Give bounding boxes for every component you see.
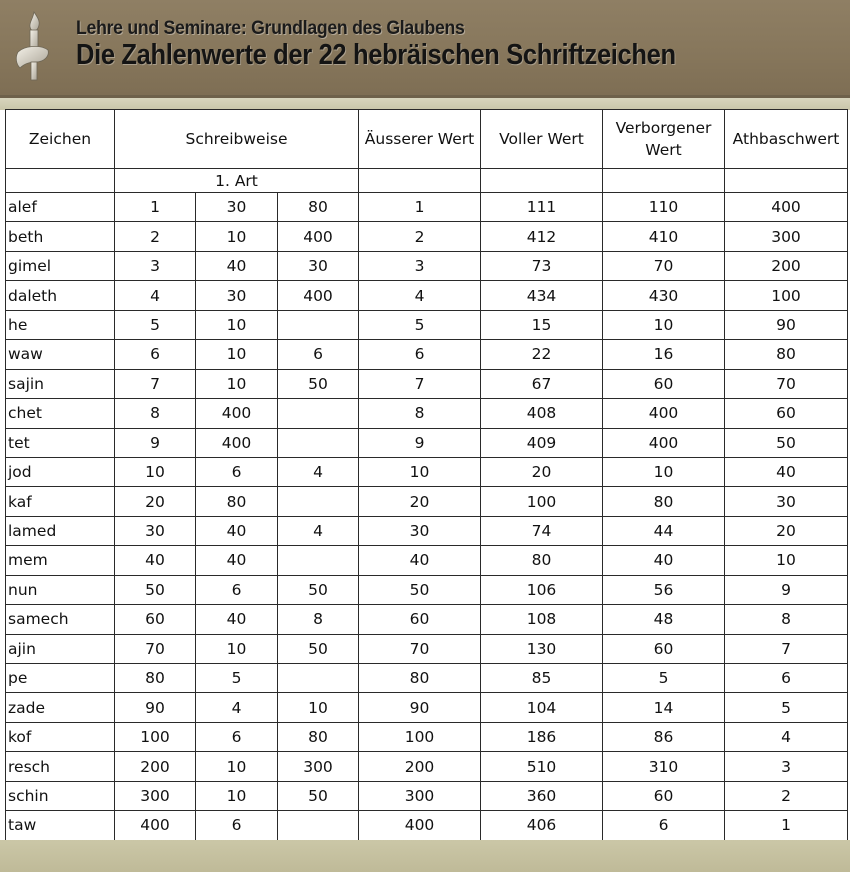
cell-verborgener-wert: 60 (603, 781, 725, 810)
table-body (6, 193, 848, 841)
cell-aeusserer-wert: 50 (359, 575, 481, 604)
cell-athbaschwert: 30 (725, 487, 848, 516)
cell-schreibweise-3 (278, 310, 359, 339)
cell-athbaschwert: 100 (725, 281, 848, 310)
cell-athbaschwert: 50 (725, 428, 848, 457)
cell-athbaschwert: 40 (725, 457, 848, 486)
cell-voller-wert: 80 (481, 546, 603, 575)
cell-athbaschwert: 9 (725, 575, 848, 604)
cell-zeichen: jod (6, 457, 115, 486)
cell-athbaschwert: 3 (725, 752, 848, 781)
cell-schreibweise-1: 1 (115, 193, 196, 222)
values-table-container (5, 109, 847, 839)
cell-schreibweise-1: 2 (115, 222, 196, 251)
cell-schreibweise-3 (278, 811, 359, 840)
cell-athbaschwert: 4 (725, 722, 848, 751)
cell-schreibweise-3: 30 (278, 251, 359, 280)
cell-schreibweise-1: 6 (115, 340, 196, 369)
torch-hand-icon (10, 8, 56, 86)
cell-athbaschwert: 8 (725, 605, 848, 634)
cell-schreibweise-3: 300 (278, 752, 359, 781)
table-row (6, 693, 848, 722)
cell-verborgener-wert: 80 (603, 487, 725, 516)
cell-athbaschwert: 300 (725, 222, 848, 251)
cell-voller-wert: 186 (481, 722, 603, 751)
cell-aeusserer-wert: 9 (359, 428, 481, 457)
cell-voller-wert: 104 (481, 693, 603, 722)
cell-aeusserer-wert: 30 (359, 516, 481, 545)
table-row (6, 546, 848, 575)
cell-schreibweise-1: 300 (115, 781, 196, 810)
cell-voller-wert: 74 (481, 516, 603, 545)
cell-voller-wert: 360 (481, 781, 603, 810)
cell-schreibweise-2: 6 (196, 457, 278, 486)
table-row (6, 281, 848, 310)
cell-schreibweise-3: 50 (278, 781, 359, 810)
cell-zeichen: ajin (6, 634, 115, 663)
cell-schreibweise-1: 40 (115, 546, 196, 575)
table-row (6, 487, 848, 516)
cell-schreibweise-3: 80 (278, 722, 359, 751)
cell-verborgener-wert: 10 (603, 310, 725, 339)
cell-voller-wert: 408 (481, 399, 603, 428)
subheader-empty (481, 169, 603, 193)
cell-schreibweise-2: 4 (196, 693, 278, 722)
cell-verborgener-wert: 86 (603, 722, 725, 751)
table-row (6, 310, 848, 339)
cell-schreibweise-3: 4 (278, 516, 359, 545)
cell-schreibweise-2: 30 (196, 281, 278, 310)
table-row (6, 575, 848, 604)
table-row (6, 811, 848, 840)
cell-aeusserer-wert: 5 (359, 310, 481, 339)
cell-verborgener-wert: 400 (603, 428, 725, 457)
cell-athbaschwert: 400 (725, 193, 848, 222)
table-row (6, 369, 848, 398)
column-header-zeichen: Zeichen (6, 110, 115, 169)
cell-verborgener-wert: 5 (603, 664, 725, 693)
column-header-schreibweise: Schreibweise (115, 110, 359, 169)
cell-schreibweise-1: 80 (115, 664, 196, 693)
column-header-aeusserer-wert: Äusserer Wert (359, 110, 481, 169)
cell-schreibweise-3: 80 (278, 193, 359, 222)
cell-zeichen: kof (6, 722, 115, 751)
cell-athbaschwert: 5 (725, 693, 848, 722)
cell-schreibweise-3: 400 (278, 222, 359, 251)
page-footer-band (0, 840, 850, 872)
cell-aeusserer-wert: 6 (359, 340, 481, 369)
column-header-athbaschwert: Athbaschwert (725, 110, 848, 169)
cell-schreibweise-2: 5 (196, 664, 278, 693)
cell-schreibweise-1: 10 (115, 457, 196, 486)
table-row (6, 399, 848, 428)
cell-verborgener-wert: 60 (603, 634, 725, 663)
cell-schreibweise-1: 30 (115, 516, 196, 545)
cell-zeichen: alef (6, 193, 115, 222)
cell-zeichen: kaf (6, 487, 115, 516)
cell-schreibweise-2: 6 (196, 575, 278, 604)
cell-schreibweise-2: 10 (196, 310, 278, 339)
values-table (5, 109, 848, 841)
cell-schreibweise-2: 6 (196, 722, 278, 751)
cell-schreibweise-1: 3 (115, 251, 196, 280)
cell-athbaschwert: 60 (725, 399, 848, 428)
page-header (0, 0, 850, 95)
cell-zeichen: daleth (6, 281, 115, 310)
cell-verborgener-wert: 10 (603, 457, 725, 486)
cell-zeichen: waw (6, 340, 115, 369)
cell-athbaschwert: 200 (725, 251, 848, 280)
cell-schreibweise-2: 10 (196, 369, 278, 398)
cell-zeichen: he (6, 310, 115, 339)
cell-aeusserer-wert: 1 (359, 193, 481, 222)
table-row (6, 428, 848, 457)
cell-aeusserer-wert: 8 (359, 399, 481, 428)
cell-verborgener-wert: 400 (603, 399, 725, 428)
page-subtitle: Lehre und Seminare: Grundlagen des Glaubens (76, 18, 465, 39)
cell-aeusserer-wert: 40 (359, 546, 481, 575)
subheader-empty (6, 169, 115, 193)
cell-voller-wert: 111 (481, 193, 603, 222)
cell-zeichen: lamed (6, 516, 115, 545)
cell-aeusserer-wert: 300 (359, 781, 481, 810)
cell-schreibweise-1: 400 (115, 811, 196, 840)
cell-verborgener-wert: 430 (603, 281, 725, 310)
cell-voller-wert: 106 (481, 575, 603, 604)
cell-schreibweise-1: 20 (115, 487, 196, 516)
cell-verborgener-wert: 60 (603, 369, 725, 398)
cell-voller-wert: 73 (481, 251, 603, 280)
cell-voller-wert: 130 (481, 634, 603, 663)
cell-schreibweise-2: 40 (196, 516, 278, 545)
table-row (6, 752, 848, 781)
table-row (6, 781, 848, 810)
cell-verborgener-wert: 48 (603, 605, 725, 634)
table-row (6, 722, 848, 751)
cell-aeusserer-wert: 4 (359, 281, 481, 310)
cell-zeichen: tet (6, 428, 115, 457)
cell-schreibweise-2: 40 (196, 546, 278, 575)
cell-schreibweise-1: 9 (115, 428, 196, 457)
cell-athbaschwert: 1 (725, 811, 848, 840)
cell-schreibweise-1: 70 (115, 634, 196, 663)
cell-schreibweise-2: 40 (196, 605, 278, 634)
column-header-verborgener-wert: Verborgener Wert (603, 110, 725, 169)
cell-voller-wert: 434 (481, 281, 603, 310)
cell-schreibweise-3: 50 (278, 634, 359, 663)
cell-schreibweise-3: 8 (278, 605, 359, 634)
cell-schreibweise-2: 10 (196, 222, 278, 251)
cell-verborgener-wert: 6 (603, 811, 725, 840)
subheader-empty (603, 169, 725, 193)
cell-zeichen: mem (6, 546, 115, 575)
cell-verborgener-wert: 40 (603, 546, 725, 575)
cell-voller-wert: 22 (481, 340, 603, 369)
cell-zeichen: zade (6, 693, 115, 722)
cell-zeichen: taw (6, 811, 115, 840)
cell-athbaschwert: 20 (725, 516, 848, 545)
cell-schreibweise-3: 400 (278, 281, 359, 310)
cell-voller-wert: 412 (481, 222, 603, 251)
cell-aeusserer-wert: 7 (359, 369, 481, 398)
cell-athbaschwert: 10 (725, 546, 848, 575)
cell-aeusserer-wert: 20 (359, 487, 481, 516)
cell-aeusserer-wert: 60 (359, 605, 481, 634)
cell-aeusserer-wert: 200 (359, 752, 481, 781)
subheader-empty (725, 169, 848, 193)
column-header-voller-wert: Voller Wert (481, 110, 603, 169)
cell-schreibweise-3: 10 (278, 693, 359, 722)
cell-schreibweise-2: 80 (196, 487, 278, 516)
table-row (6, 516, 848, 545)
cell-voller-wert: 20 (481, 457, 603, 486)
cell-schreibweise-2: 10 (196, 781, 278, 810)
cell-verborgener-wert: 16 (603, 340, 725, 369)
cell-schreibweise-1: 100 (115, 722, 196, 751)
cell-athbaschwert: 90 (725, 310, 848, 339)
cell-zeichen: nun (6, 575, 115, 604)
cell-athbaschwert: 2 (725, 781, 848, 810)
table-row (6, 340, 848, 369)
page-title: Die Zahlenwerte der 22 hebräischen Schriftzeichen (76, 39, 676, 71)
cell-zeichen: samech (6, 605, 115, 634)
cell-schreibweise-3: 6 (278, 340, 359, 369)
cell-schreibweise-1: 50 (115, 575, 196, 604)
cell-schreibweise-3 (278, 546, 359, 575)
cell-schreibweise-1: 60 (115, 605, 196, 634)
cell-voller-wert: 510 (481, 752, 603, 781)
cell-verborgener-wert: 14 (603, 693, 725, 722)
cell-voller-wert: 15 (481, 310, 603, 339)
cell-schreibweise-3 (278, 487, 359, 516)
cell-schreibweise-1: 8 (115, 399, 196, 428)
table-row (6, 605, 848, 634)
cell-verborgener-wert: 110 (603, 193, 725, 222)
cell-schreibweise-3: 50 (278, 575, 359, 604)
cell-athbaschwert: 70 (725, 369, 848, 398)
cell-schreibweise-3: 50 (278, 369, 359, 398)
cell-verborgener-wert: 56 (603, 575, 725, 604)
cell-aeusserer-wert: 70 (359, 634, 481, 663)
cell-zeichen: schin (6, 781, 115, 810)
cell-voller-wert: 100 (481, 487, 603, 516)
cell-voller-wert: 85 (481, 664, 603, 693)
cell-aeusserer-wert: 90 (359, 693, 481, 722)
table-row (6, 193, 848, 222)
cell-zeichen: beth (6, 222, 115, 251)
cell-schreibweise-1: 200 (115, 752, 196, 781)
table-row (6, 222, 848, 251)
cell-schreibweise-1: 4 (115, 281, 196, 310)
table-row (6, 634, 848, 663)
cell-voller-wert: 406 (481, 811, 603, 840)
cell-zeichen: chet (6, 399, 115, 428)
cell-aeusserer-wert: 80 (359, 664, 481, 693)
cell-schreibweise-2: 6 (196, 811, 278, 840)
table-row (6, 251, 848, 280)
cell-zeichen: sajin (6, 369, 115, 398)
cell-schreibweise-1: 90 (115, 693, 196, 722)
cell-schreibweise-3: 4 (278, 457, 359, 486)
cell-schreibweise-2: 10 (196, 340, 278, 369)
cell-verborgener-wert: 410 (603, 222, 725, 251)
subheader-art: 1. Art (115, 169, 359, 193)
cell-aeusserer-wert: 100 (359, 722, 481, 751)
cell-aeusserer-wert: 400 (359, 811, 481, 840)
subheader-empty (359, 169, 481, 193)
cell-schreibweise-2: 400 (196, 428, 278, 457)
cell-aeusserer-wert: 3 (359, 251, 481, 280)
cell-athbaschwert: 7 (725, 634, 848, 663)
cell-schreibweise-3 (278, 664, 359, 693)
cell-schreibweise-2: 400 (196, 399, 278, 428)
cell-schreibweise-2: 10 (196, 634, 278, 663)
cell-schreibweise-2: 10 (196, 752, 278, 781)
cell-schreibweise-1: 7 (115, 369, 196, 398)
cell-verborgener-wert: 310 (603, 752, 725, 781)
cell-schreibweise-3 (278, 428, 359, 457)
cell-zeichen: pe (6, 664, 115, 693)
cell-athbaschwert: 6 (725, 664, 848, 693)
cell-zeichen: gimel (6, 251, 115, 280)
cell-voller-wert: 409 (481, 428, 603, 457)
cell-athbaschwert: 80 (725, 340, 848, 369)
cell-schreibweise-2: 30 (196, 193, 278, 222)
cell-voller-wert: 67 (481, 369, 603, 398)
cell-verborgener-wert: 44 (603, 516, 725, 545)
table-row (6, 457, 848, 486)
table-row (6, 664, 848, 693)
cell-verborgener-wert: 70 (603, 251, 725, 280)
cell-aeusserer-wert: 2 (359, 222, 481, 251)
cell-schreibweise-1: 5 (115, 310, 196, 339)
cell-schreibweise-3 (278, 399, 359, 428)
cell-zeichen: resch (6, 752, 115, 781)
cell-aeusserer-wert: 10 (359, 457, 481, 486)
cell-schreibweise-2: 40 (196, 251, 278, 280)
cell-voller-wert: 108 (481, 605, 603, 634)
